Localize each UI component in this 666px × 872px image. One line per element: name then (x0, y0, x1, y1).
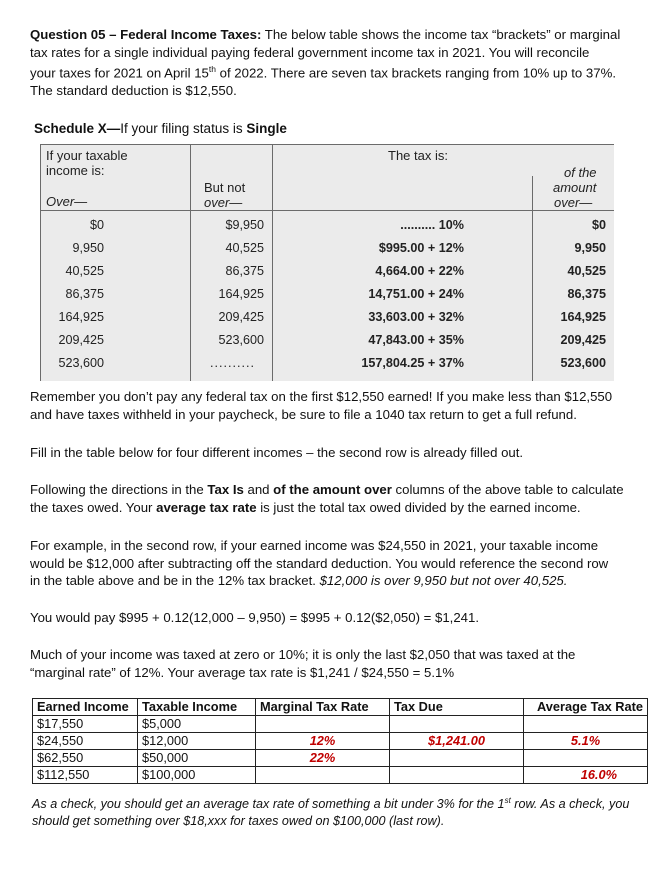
calc-row (33, 733, 648, 750)
schedule-amount-over-cell: 209,425 (560, 333, 606, 347)
schedule-amount-over-cell: 86,375 (567, 287, 606, 301)
schedule-over-cell: $0 (89, 218, 104, 232)
col-average-rate: Average Tax Rate (524, 699, 648, 716)
schedule-but-not-cell: .......... (210, 356, 255, 370)
schedule-tax-cell: 33,603.00 + 32% (368, 310, 464, 324)
question-label: Question 05 – Federal Income Taxes: (30, 27, 262, 42)
schedule-but-not-cell: 209,425 (218, 310, 264, 324)
taxable-income-cell: $100,000 (138, 767, 256, 784)
pay-paragraph: You would pay $995 + 0.12(12,000 – 9,950) = $995 + 0.12($2,050) = $1,241. (30, 610, 479, 625)
taxable-income-cell: $5,000 (138, 716, 256, 733)
average-rate-cell[interactable] (524, 716, 648, 733)
tax-due-cell: $1,241.00 (390, 733, 524, 750)
schedule-over-cell: 9,950 (72, 241, 104, 255)
schedule-tax-cell: 47,843.00 + 35% (368, 333, 464, 347)
header-over: Over— (46, 194, 88, 209)
schedule-but-not-cell: 523,600 (218, 333, 264, 347)
schedule-over-cell: 86,375 (65, 287, 104, 301)
marginal-rate-cell: 22% (256, 750, 390, 767)
average-rate-cell: 16.0% (524, 767, 648, 784)
header-of-the: of the (564, 165, 597, 180)
header-tax-is: The tax is: (388, 148, 448, 163)
tax-due-cell[interactable] (390, 767, 524, 784)
earned-income-cell: $24,550 (33, 733, 138, 750)
much-paragraph: Much of your income was taxed at zero or 10%; it is only the last $2,050 that was taxed at the “marginal rate” of 12%. Your average tax rate is $1,241 / $24,550 = 5.1% (30, 647, 576, 680)
calc-row (33, 716, 648, 733)
schedule-amount-over-cell: 40,525 (567, 264, 606, 278)
calc-row (33, 767, 648, 784)
footnote: As a check, you should get an average tax rate of something a bit under 3% for the 1st row. As a check, you should get something over $18,xxx for taxes owed on $100,000 (last row). (32, 796, 630, 828)
col-earned-income: Earned Income (33, 699, 138, 716)
header-over-3: over— (554, 195, 593, 210)
header-but-not: But not (204, 180, 246, 195)
calc-row (33, 750, 648, 767)
schedule-over-cell: 40,525 (65, 264, 104, 278)
schedule-amount-over-cell: 9,950 (574, 241, 606, 255)
schedule-tax-cell: .......... 10% (400, 218, 464, 232)
schedule-x-table (32, 121, 617, 381)
marginal-rate-cell: 12% (256, 733, 390, 750)
schedule-amount-over-cell: 164,925 (560, 310, 606, 324)
col-marginal-rate: Marginal Tax Rate (256, 699, 390, 716)
calc-header-row (33, 699, 648, 716)
schedule-over-cell: 523,600 (58, 356, 104, 370)
follow-paragraph: Following the directions in the Tax Is and of the amount over columns of the above table to calculate the taxes owed. Your average tax rate is just the total tax owed divided by the earned income. (30, 482, 624, 515)
schedule-but-not-cell: 164,925 (218, 287, 264, 301)
tax-due-cell[interactable] (390, 716, 524, 733)
earned-income-cell: $17,550 (33, 716, 138, 733)
schedule-over-cell: 209,425 (58, 333, 104, 347)
marginal-rate-cell[interactable] (256, 767, 390, 784)
schedule-amount-over-cell: 523,600 (560, 356, 606, 370)
schedule-tax-cell: 4,664.00 + 22% (375, 264, 464, 278)
schedule-tax-cell: $995.00 + 12% (378, 241, 464, 255)
schedule-but-not-cell: $9,950 (225, 218, 264, 232)
header-amount: amount (553, 180, 597, 195)
fill-paragraph: Fill in the table below for four different incomes – the second row is already filled out. (30, 445, 524, 460)
earned-income-cell: $112,550 (33, 767, 138, 784)
example-paragraph: For example, in the second row, if your earned income was $24,550 in 2021, your taxable income would be $12,000 after subtracting off the standard deduction. You would reference the second row in the table above and be in the 12% tax bracket. $12,000 is over 9,950 but not over 40,525. (30, 538, 609, 589)
schedule-box (40, 144, 614, 381)
taxable-income-cell: $50,000 (138, 750, 256, 767)
col-taxable-income: Taxable Income (138, 699, 256, 716)
taxable-income-cell: $12,000 (138, 733, 256, 750)
earned-income-cell: $62,550 (33, 750, 138, 767)
schedule-over-cell: 164,925 (58, 310, 104, 324)
schedule-tax-cell: 14,751.00 + 24% (368, 287, 464, 301)
schedule-but-not-cell: 40,525 (225, 241, 264, 255)
calculation-table (32, 698, 648, 784)
schedule-but-not-cell: 86,375 (225, 264, 264, 278)
schedule-tax-cell: 157,804.25 + 37% (361, 356, 464, 370)
schedule-title: Schedule X—If your filing status is Single (34, 121, 287, 136)
question-paragraph: Question 05 – Federal Income Taxes: The below table shows the income tax “brackets” or marginal tax rates for a single individual paying federal government income tax in 2021. You will reconcile your taxes for 2021 on April 15th of 2022. There are seven tax brackets ranging from 10% up to 37%. The standard deduction is $12,550. (30, 27, 621, 99)
marginal-rate-cell[interactable] (256, 716, 390, 733)
col-tax-due: Tax Due (390, 699, 524, 716)
header-over-2: over— (204, 195, 243, 210)
average-rate-cell: 5.1% (524, 733, 648, 750)
schedule-amount-over-cell: $0 (591, 218, 606, 232)
average-rate-cell[interactable] (524, 750, 648, 767)
tax-due-cell[interactable] (390, 750, 524, 767)
header-income: income is: (46, 163, 105, 178)
header-taxable: If your taxable (46, 148, 128, 163)
remember-paragraph: Remember you don’t pay any federal tax on the first $12,550 earned! If you make less than $12,550 and have taxes withheld in your paycheck, be sure to file a 1040 tax return to get a full refund. (30, 389, 613, 422)
